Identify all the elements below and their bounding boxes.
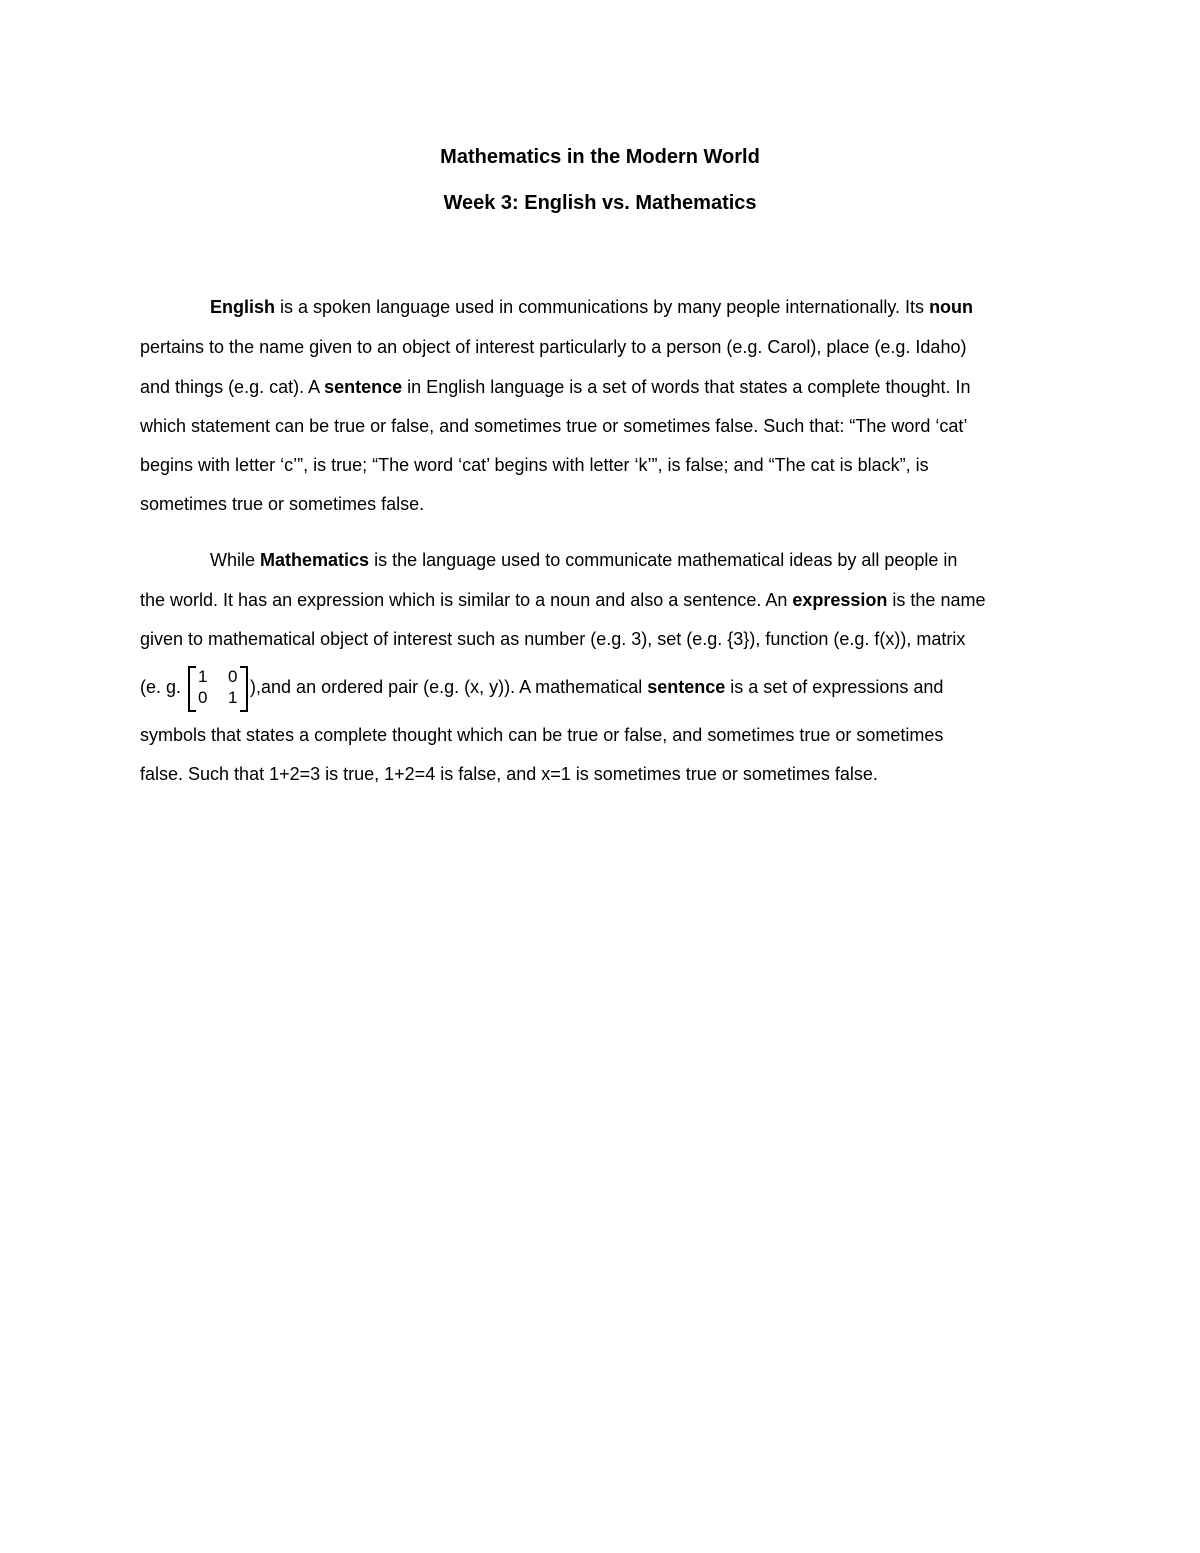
paragraph-line: symbols that states a complete thought which can be true or false, and sometimes true or sometimes	[140, 725, 944, 745]
matrix-cell: 1	[198, 667, 208, 687]
matrix-cell: 1	[228, 688, 238, 708]
paragraph-line: begins with letter ‘c’”, is true; “The word ‘cat’ begins with letter ‘k’”, is false; and “The cat is black”, is	[140, 455, 929, 475]
document-title: Mathematics in the Modern World	[440, 146, 760, 168]
term-sentence: sentence	[324, 377, 403, 397]
document-subtitle: Week 3: English vs. Mathematics	[443, 192, 757, 214]
term-sentence-math: sentence	[647, 677, 726, 697]
paragraph-line: and things (e.g. cat). A sentence in English language is a set of words that states a complete thought. In	[140, 377, 971, 397]
term-mathematics: Mathematics	[260, 550, 370, 570]
paragraph-line: sometimes true or sometimes false.	[140, 494, 425, 514]
paragraph-line: the world. It has an expression which is similar to a noun and also a sentence. An expression is the name	[140, 590, 986, 610]
paragraph-line: pertains to the name given to an object of interest particularly to a person (e.g. Carol), place (e.g. Idaho)	[140, 337, 967, 357]
identity-matrix	[188, 666, 248, 710]
matrix-cell: 0	[198, 688, 208, 708]
paragraph-line: which statement can be true or false, and sometimes true or sometimes false. Such that: “The word ‘cat’	[140, 416, 968, 436]
paragraph-line: English is a spoken language used in communications by many people internationally. Its noun	[210, 297, 974, 317]
paragraph-line: (e. g. 1 0 0 1 ),and an ordered pair (e.g. (x, y)). A mathematical sentence is a set of expressions and	[140, 665, 943, 710]
term-english: English	[210, 297, 276, 317]
left-bracket	[188, 666, 196, 712]
paragraph-line: false. Such that 1+2=3 is true, 1+2=4 is false, and x=1 is sometimes true or sometimes false.	[140, 764, 878, 784]
paragraph-line: While Mathematics is the language used to communicate mathematical ideas by all people in	[210, 550, 958, 570]
matrix-cell: 0	[228, 667, 238, 687]
right-bracket	[240, 666, 248, 712]
term-noun: noun	[929, 297, 974, 317]
paragraph-line: given to mathematical object of interest such as number (e.g. 3), set (e.g. {3}), function (e.g. f(x)), matrix	[140, 629, 966, 649]
term-expression: expression	[792, 590, 888, 610]
